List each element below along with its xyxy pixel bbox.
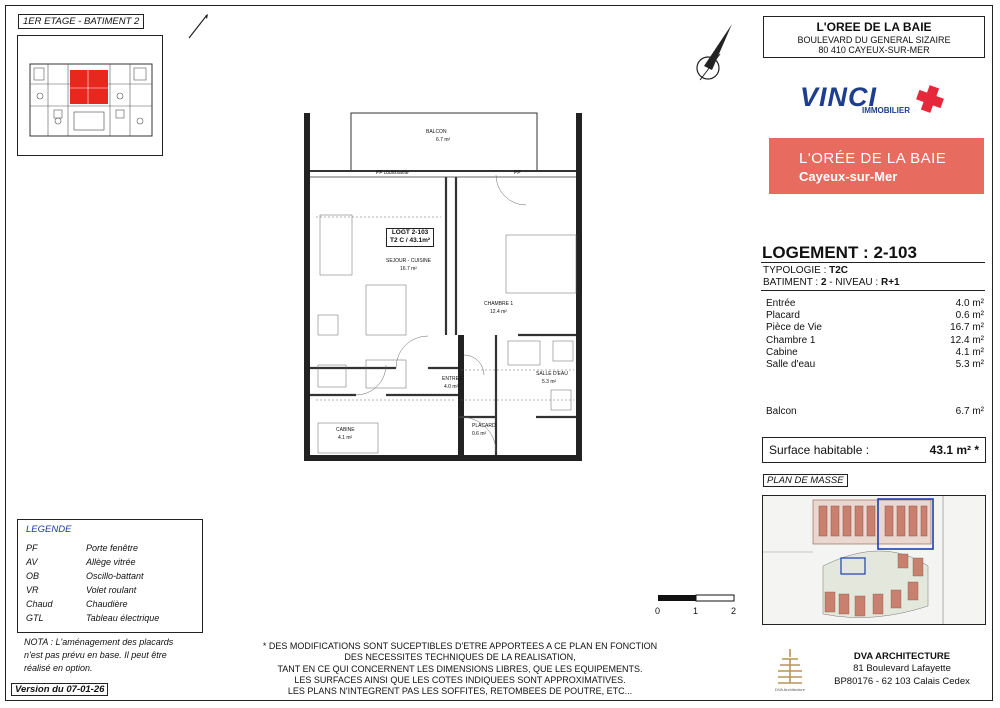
balcon-area-value: 6.7 m² — [955, 406, 984, 417]
project-name: L'OREE DE LA BAIE — [816, 20, 932, 34]
architect-name: DVA ARCHITECTURE — [853, 651, 951, 662]
balcon-row — [766, 406, 984, 417]
room-name: Placard — [766, 310, 800, 322]
legend-title: LEGENDE — [26, 524, 72, 535]
room-area: 5.3 m² — [955, 358, 984, 370]
logement-title: LOGEMENT : 2-103 — [762, 243, 917, 262]
sdb-label: SALLE D'EAU — [536, 371, 568, 377]
entree-label: ENTREE — [442, 376, 463, 382]
room-name: Cabine — [766, 346, 798, 358]
project-header — [763, 16, 985, 58]
architect-address: 81 Boulevard Lafayette — [853, 663, 951, 675]
placard-area: 0.6 m² — [472, 431, 487, 437]
room-row — [766, 359, 984, 371]
pf-label: PF — [514, 170, 521, 176]
banner-title: L'ORÉE DE LA BAIE — [799, 150, 947, 167]
dva-logo — [768, 645, 812, 695]
mini-plan-title: 1ER ETAGE - BATIMENT 2 — [18, 14, 144, 29]
legend-item: Chaud Chaudière — [26, 599, 128, 609]
rooms-list — [766, 298, 984, 371]
nota-line-3: réalisé en option. — [24, 663, 93, 674]
plan-de-masse-label: PLAN DE MASSE — [763, 474, 848, 487]
vinci-logo — [800, 84, 960, 118]
vinci-brand: VINCI — [800, 82, 878, 112]
logt-number: LOGT 2-103 — [391, 229, 429, 236]
room-row — [766, 347, 984, 359]
legend-item: GTL Tableau électrique — [26, 613, 160, 623]
nota-line-2: n'est pas prévu en base. Il peut être — [24, 650, 167, 661]
room-name: Pièce de Vie — [766, 322, 822, 334]
room-area: 16.7 m² — [950, 322, 984, 334]
room-name: Chambre 1 — [766, 334, 816, 346]
room-name: Salle d'eau — [766, 358, 816, 370]
nota-line-1: NOTA : L'aménagement des placards — [24, 637, 174, 647]
legend — [17, 519, 203, 633]
room-area: 4.1 m² — [955, 346, 984, 358]
pf-coulissante-label: PF coulissante — [376, 170, 409, 176]
room-row — [766, 298, 984, 310]
legend-item: AV Allège vitrée — [26, 557, 136, 567]
typologie-label: TYPOLOGIE : — [763, 265, 830, 276]
legend-item: OB Oscillo-battant — [26, 571, 144, 581]
logement-divider — [761, 290, 985, 291]
scale-label-1: 1 — [693, 606, 699, 616]
balcon-area: 6.7 m² — [436, 137, 451, 143]
version-label: Version du 07-01-26 — [11, 683, 108, 696]
scale-bar — [655, 593, 738, 623]
disclaimer-line: * DES MODIFICATIONS SONT SUCEPTIBLES D'ETRE APPORTEES A CE PLAN EN FONCTION — [262, 641, 658, 651]
typologie-line — [763, 265, 848, 276]
batiment-line — [763, 277, 900, 288]
surface-box — [762, 437, 986, 463]
architect-city: BP80176 - 62 103 Calais Cedex — [834, 675, 970, 687]
cabine-area: 4.1 m² — [338, 435, 353, 441]
chambre-label: CHAMBRE 1 — [484, 301, 514, 307]
disclaimer-line: LES SURFACES AINSI QUE LES COTES INDIQUEES SONT APPROXIMATIVES. — [294, 674, 626, 685]
room-row — [766, 335, 984, 347]
apartment-floor-plan — [296, 105, 596, 465]
room-area: 0.6 m² — [955, 310, 984, 322]
north-arrow-icon — [694, 22, 736, 84]
site-plan — [762, 495, 986, 625]
vinci-sub: IMMOBILIER — [862, 106, 910, 115]
room-row — [766, 310, 984, 322]
niveau-value: R+1 — [880, 277, 900, 288]
sejour-area: 16.7 m² — [400, 266, 417, 272]
logt-box — [386, 228, 434, 247]
room-area: 12.4 m² — [950, 334, 984, 346]
room-row — [766, 322, 984, 334]
entree-area: 4.0 m² — [444, 384, 459, 390]
scale-label-2: 2 — [731, 606, 737, 616]
vinci-cross-icon — [915, 84, 945, 114]
disclaimer — [250, 641, 670, 697]
niveau-label: - NIVEAU : — [826, 277, 881, 288]
nota — [24, 636, 204, 675]
disclaimer-line: LES PLANS N'INTEGRENT PAS LES SOFFITES, RETOMBEES DE POUTRE, ETC... — [287, 686, 633, 696]
surface-label: Surface habitable : — [769, 443, 870, 457]
batiment-value: 2 — [820, 277, 827, 288]
room-area: 4.0 m² — [955, 298, 984, 309]
surface-value: 43.1 m² * — [929, 443, 979, 457]
disclaimer-line: TANT EN CE QUI CONCERNENT LES DIMENSIONS LIBRES, QUE LES EQUIPEMENTS. — [277, 663, 643, 674]
dva-logo-caption: DVA Architecture — [775, 687, 805, 692]
project-address-2: 80 410 CAYEUX-SUR-MER — [818, 45, 930, 56]
typologie-value: T2C — [829, 265, 849, 276]
cabine-label: CABINE — [336, 427, 355, 433]
north-arrow-small-icon — [185, 12, 211, 42]
balcon-name: Balcon — [766, 406, 797, 417]
legend-item: VR Volet roulant — [26, 585, 137, 595]
placard-label: PLACARD — [472, 423, 496, 429]
room-name: Entrée — [766, 298, 796, 309]
legend-item: PF Porte fenêtre — [26, 543, 139, 553]
scale-label-0: 0 — [655, 606, 661, 616]
logt-type: T2 C / 43.1m² — [390, 237, 431, 245]
mini-floor-plan — [17, 35, 163, 156]
sdb-area: 5.3 m² — [542, 379, 557, 385]
architect-info — [822, 651, 982, 688]
disclaimer-line: DES NECESSITES TECHNIQUES DE LA REALISATION, — [344, 652, 576, 663]
project-banner — [769, 138, 984, 194]
sejour-label: SEJOUR - CUISINE — [386, 258, 432, 264]
project-address-1: BOULEVARD DU GENERAL SIZAIRE — [797, 34, 951, 45]
chambre-area: 12.4 m² — [490, 309, 507, 315]
batiment-label: BATIMENT : — [763, 277, 821, 288]
balcon-label: BALCON — [426, 129, 447, 135]
banner-city: Cayeux-sur-Mer — [799, 169, 898, 184]
